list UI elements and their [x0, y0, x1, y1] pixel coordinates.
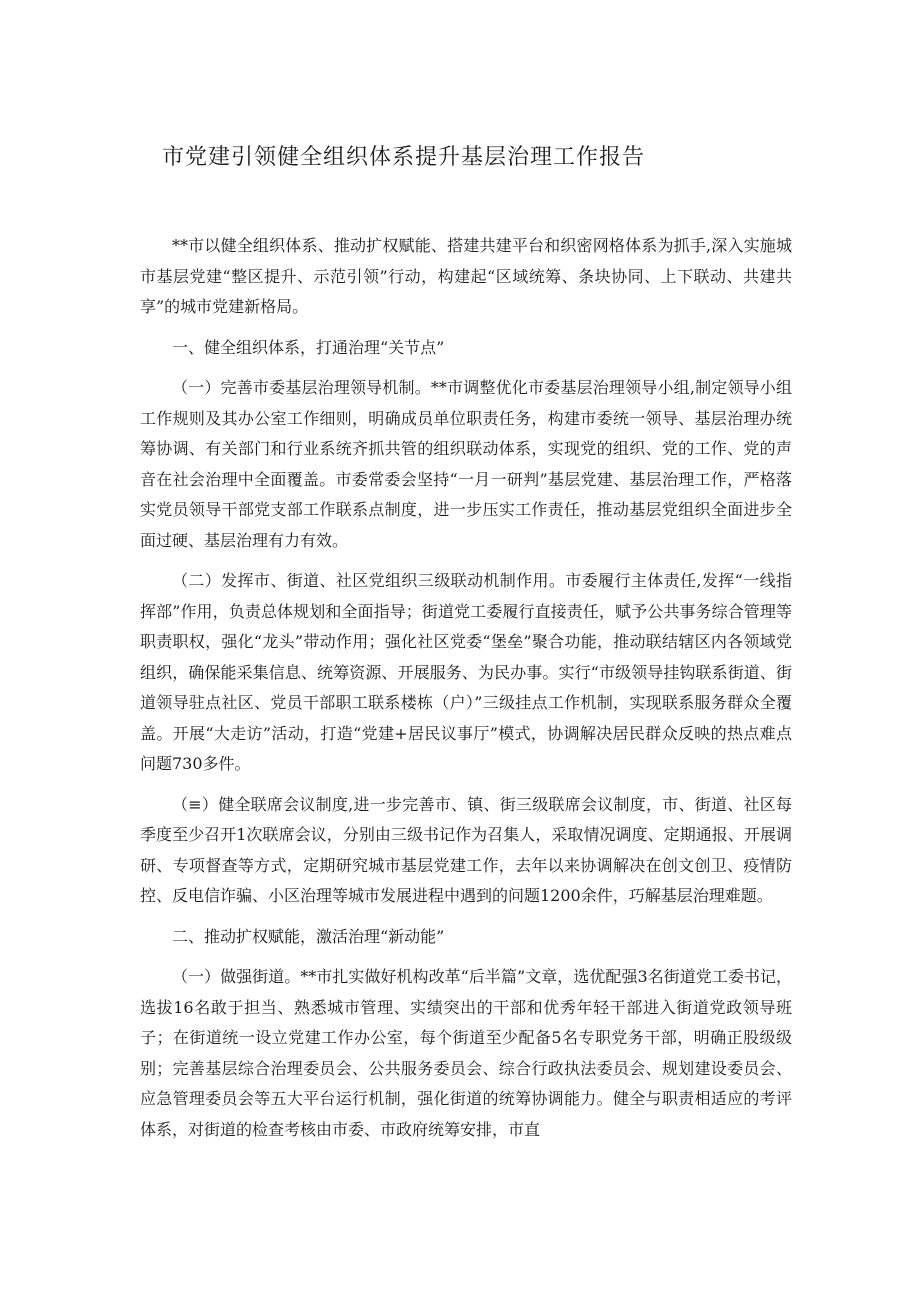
intro-paragraph: **市以健全组织体系、推动扩权赋能、搭建共建平台和织密网格体系为抓手,深入实施城市基层党建“整区提升、示范引领”行动，构建起“区域统筹、条块协同、上下联动、共建共享”的城市党建新格局。: [140, 236, 792, 316]
document-title: 市党建引领健全组织体系提升基层治理工作报告: [162, 145, 646, 170]
section-2-paragraph-1: （一）做强街道。**市扎实做好机构改革“后半篇”文章，选优配强3名街道党工委书记，选拔16名敢于担当、熟悉城市管理、实绩突出的干部和优秀年轻干部进入街道党政领导班子；在街道统一设立党建工作办公室，每个街道至少配备5名专职党务干部，明确正股级级别；完善基层综合治理委员会、公共服务委员会、综合行政执法委员会、规划建设委员会、应急管理委员会等五大平台运行机制，强化街道的统筹协调能力。健全与职责相适应的考评体系，对街道的检查考核由市委、市政府统筹安排，市直: [140, 967, 792, 1139]
section-1-heading: 一、健全组织体系，打通治理“关节点”: [172, 337, 445, 357]
section-1-paragraph-2: （二）发挥市、街道、社区党组织三级联动机制作用。市委履行主体责任,发挥“一线指挥部”作用，负责总体规划和全面指导；街道党工委履行直接责任，赋予公共事务综合管理等职责职权，强化“龙头”带动作用；强化社区党委“堡垒”聚合功能，推动联结辖区内各领域党组织，确保能采集信息、统筹资源、开展服务、为民办事。实行“市级领导挂钩联系街道、街道领导驻点社区、党员干部职工联系楼栋（户）”三级挂点工作机制，实现联系服务群众全覆盖。开展“大走访”活动，打造“党建+居民议事厅”模式，协调解决居民群众反映的热点难点问题730多件。: [140, 571, 792, 773]
document-body: [140, 231, 792, 1145]
section-1-paragraph-3: （≡）健全联席会议制度,进一步完善市、镇、街三级联席会议制度，市、街道、社区每季度至少召开1次联席会议，分别由三级书记作为召集人，采取情况调度、定期通报、开展调研、专项督查等方式，定期研究城市基层党建工作，去年以来协调解决在创文创卫、疫情防控、反电信诈骗、小区治理等城市发展进程中遇到的问题1200余件，巧解基层治理难题。: [140, 794, 792, 905]
section-2-heading: 二、推动扩权赋能，激活治理“新动能”: [172, 926, 445, 946]
section-1-paragraph-1: （一）完善市委基层治理领导机制。**市调整优化市委基层治理领导小组,制定领导小组工作规则及其办公室工作细则，明确成员单位职责任务，构建市委统一领导、基层治理办统筹协调、有关部门和行业系统齐抓共管的组织联动体系，实现党的组织、党的工作、党的声音在社会治理中全面覆盖。市委常委会坚持“一月一研判”基层党建、基层治理工作，严格落实党员领导干部党支部工作联系点制度，进一步压实工作责任，推动基层党组织全面进步全面过硬、基层治理有力有效。: [140, 378, 792, 550]
